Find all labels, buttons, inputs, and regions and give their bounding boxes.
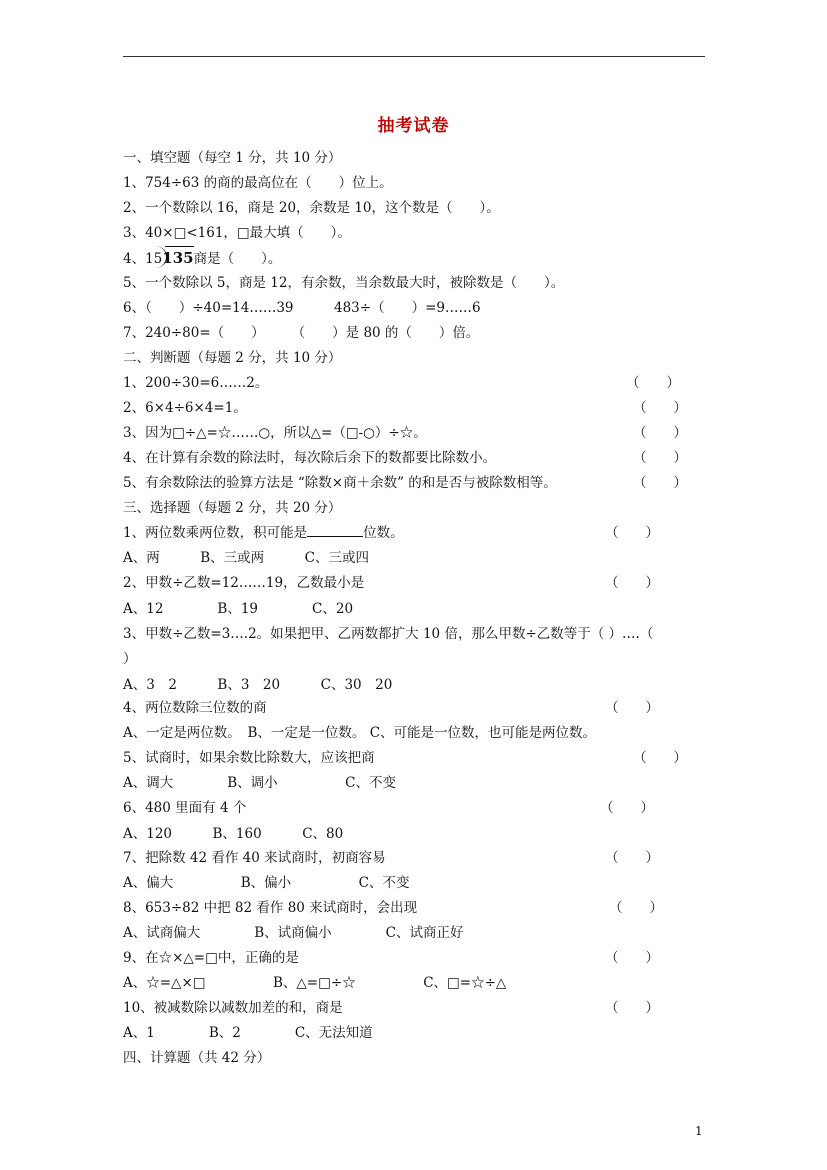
- judge-answer-paren-3: （ ）: [633, 425, 687, 441]
- choice-question-2: 2、甲数÷乙数=12……19，乙数最小是: [123, 575, 365, 591]
- fill-question-4: [123, 249, 281, 268]
- choice-question-4: 4、两位数除三位数的商: [123, 700, 267, 716]
- fill-question-7: 7、240÷80=（ ） （ ）是 80 的（ ）倍。: [123, 325, 480, 341]
- choice-question-5: 5、试商时，如果余数比除数大，应该把商: [123, 750, 375, 766]
- fill-question-1: 1、754÷63 的商的最高位在（ ）位上。: [123, 175, 393, 191]
- choice-question-1-text: 1、两位数乘两位数，积可能是: [123, 525, 308, 541]
- fill-question-4-suffix: 商是（ ）。: [193, 251, 282, 267]
- judge-question-3: 3、因为□÷△=☆……○，所以△=（□-○）÷☆。: [123, 425, 427, 441]
- choice-answer-paren-7: （ ）: [605, 850, 659, 866]
- choice-answer-paren-9: （ ）: [605, 950, 659, 966]
- choice-answer-paren-6: （ ）: [600, 800, 654, 816]
- choice-options-3: A、3 2 B、3 20 C、30 20: [123, 677, 393, 693]
- dividend-number: 135: [162, 249, 194, 267]
- choice-options-10: A、1 B、2 C、无法知道: [123, 1025, 373, 1041]
- choice-options-9: A、☆=△×□ B、△=□÷☆ C、□=☆÷△: [123, 975, 507, 991]
- page-title: 抽考试卷: [377, 116, 450, 136]
- choice-answer-paren-8: （ ）: [609, 900, 663, 916]
- section-judge-heading: 二、判断题（每题 2 分，共 10 分）: [123, 350, 342, 366]
- choice-options-7: A、偏大 B、偏小 C、不变: [123, 875, 410, 891]
- judge-question-1: 1、200÷30=6……2。: [123, 375, 269, 391]
- judge-question-2: 2、6×4÷6×4=1。: [123, 400, 247, 416]
- choice-question-1-suffix: 位数。: [363, 525, 404, 541]
- section-choice-heading: 三、选择题（每题 2 分，共 20 分）: [123, 500, 342, 516]
- choice-options-4: A、一定是两位数。 B、一定是一位数。 C、可能是一位数，也可能是两位数。: [123, 725, 597, 741]
- section-fill-heading: 一、填空题（每空 1 分，共 10 分）: [123, 150, 342, 166]
- choice-options-1: A、两 B、三或两 C、三或四: [123, 550, 369, 566]
- choice-question-6: 6、480 里面有 4 个: [123, 800, 247, 816]
- header-rule: [123, 56, 705, 57]
- choice-answer-paren-2: （ ）: [605, 575, 659, 591]
- choice-answer-paren-10: （ ）: [605, 1000, 659, 1016]
- choice-options-5: A、调大 B、调小 C、不变: [123, 775, 396, 791]
- judge-answer-paren-4: （ ）: [633, 450, 687, 466]
- choice-question-1: [123, 524, 404, 542]
- choice-question-3-continued: ）: [123, 651, 137, 667]
- fill-question-6: 6、（ ）÷40=14……39 483÷（ ）=9……6: [123, 300, 481, 316]
- choice-question-8: 8、653÷82 中把 82 看作 80 来试商时，会出现: [123, 900, 418, 916]
- choice-answer-paren-4: （ ）: [605, 700, 659, 716]
- fill-question-4-prefix: 4、15: [123, 251, 163, 267]
- judge-question-5: 5、有余数除法的验算方法是 “除数×商＋余数” 的和是否与被除数相等。: [123, 475, 557, 491]
- judge-answer-paren-5: （ ）: [633, 475, 687, 491]
- fill-question-2: 2、一个数除以 16，商是 20，余数是 10，这个数是（ ）。: [123, 200, 500, 216]
- choice-answer-paren-1: （ ）: [605, 525, 659, 541]
- choice-question-10: 10、被减数除以减数加差的和，商是: [123, 1000, 343, 1016]
- choice-answer-paren-5: （ ）: [633, 750, 687, 766]
- choice-options-2: A、12 B、19 C、20: [123, 601, 354, 617]
- choice-options-6: A、120 B、160 C、80: [123, 826, 344, 842]
- section-calc-heading: 四、计算题（共 42 分）: [123, 1050, 271, 1066]
- choice-options-8: A、试商偏大 B、试商偏小 C、试商正好: [123, 925, 464, 941]
- page-number: 1: [695, 1124, 703, 1138]
- judge-question-4: 4、在计算有余数的除法时，每次除后余下的数都要比除数小。: [123, 450, 497, 466]
- choice-question-7: 7、把除数 42 看作 40 来试商时，初商容易: [123, 850, 386, 866]
- choice-question-3: 3、甲数÷乙数=3….2。如果把甲、乙两数都扩大 10 倍，那么甲数÷乙数等于（ ）….（: [123, 626, 654, 642]
- fill-question-5: 5、一个数除以 5，商是 12，有余数，当余数最大时，被除数是（ ）。: [123, 275, 565, 291]
- long-division-bracket: [162, 249, 193, 268]
- judge-answer-paren-1: （ ）: [626, 375, 680, 391]
- fill-question-3: 3、40×□<161，□最大填（ ）。: [123, 225, 351, 241]
- choice-question-9: 9、在☆×△=□中，正确的是: [123, 950, 299, 966]
- answer-blank: [307, 524, 363, 537]
- judge-answer-paren-2: （ ）: [633, 400, 687, 416]
